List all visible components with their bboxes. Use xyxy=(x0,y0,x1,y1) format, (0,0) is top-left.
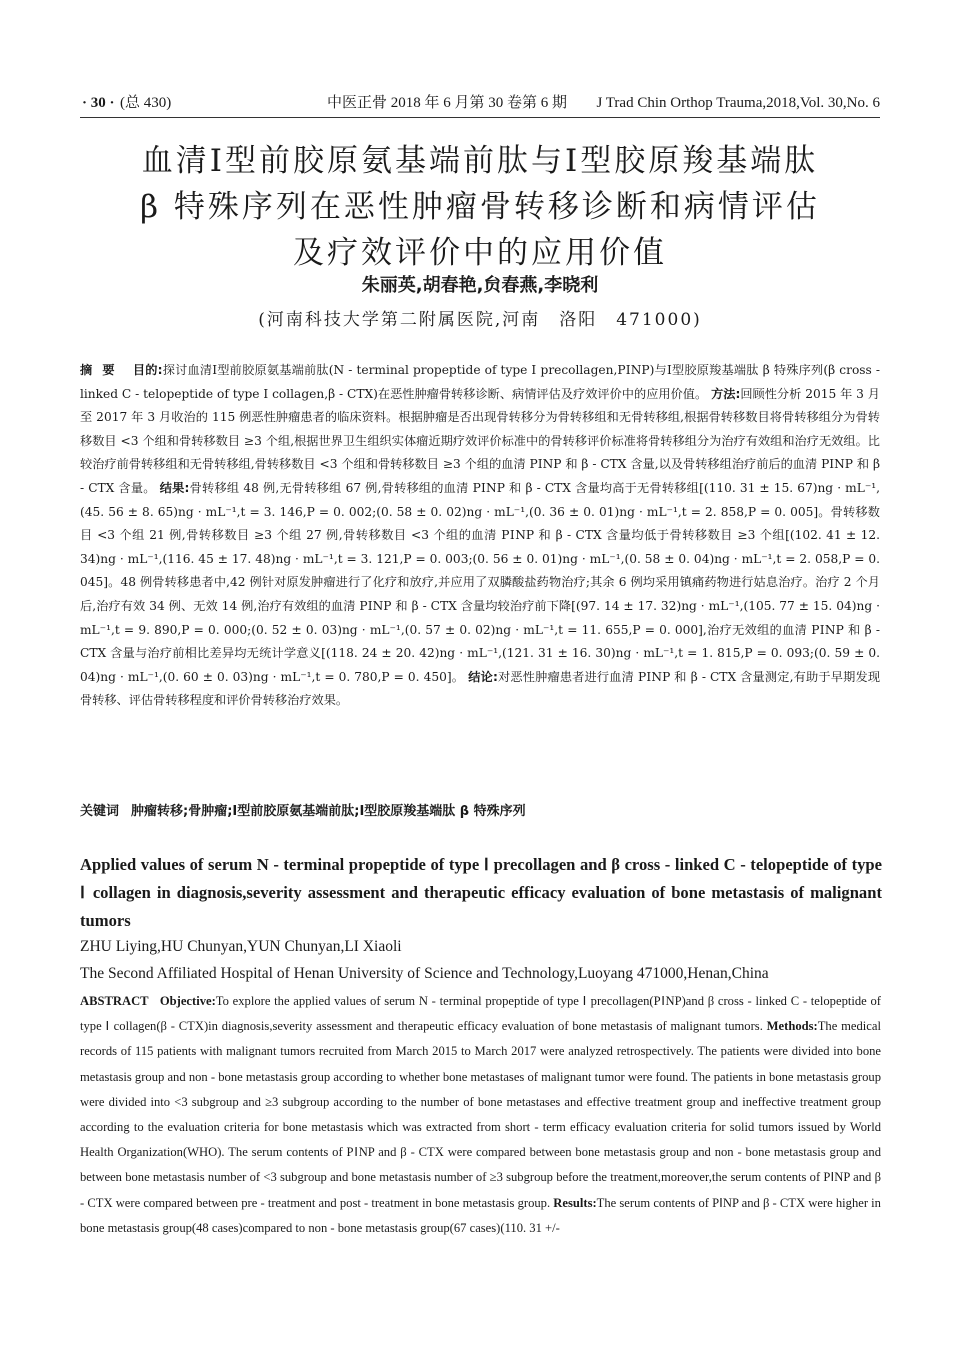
english-affiliation: The Second Affiliated Hospital of Henan University of Science and Technology,Luoyang 471000,Henan,China xyxy=(80,965,769,982)
total-page-number: (总 430) xyxy=(120,95,172,111)
conclusion-text: 对恶性肿瘤患者进行血清 PⅠNP 和 β - CTX 含量测定,有助于早期发现骨转移、评估骨转移程度和评价骨转移治疗效果。 xyxy=(80,669,881,708)
conclusion-label: 结论: xyxy=(468,669,498,684)
running-head xyxy=(80,92,880,114)
title-line: 及疗效评价中的应用价值 xyxy=(293,235,667,271)
author-list: 朱丽英,胡春艳,贠春燕,李晓利 xyxy=(361,275,599,296)
title-line: β 特殊序列在恶性肿瘤骨转移诊断和病情评估 xyxy=(140,189,820,225)
objective-en-label: Objective: xyxy=(159,994,216,1008)
objective-label: 目的: xyxy=(132,363,163,377)
methods-text: 回顾性分析 2015 年 3 月至 2017 年 3 月收治的 115 例恶性肿瘤患者的临床资料。根据肿瘤是否出现骨转移分为骨转移组和无骨转移组,根据骨转移数目将骨转移组分为骨转移数目 <3 个组和骨转移数目 ≥3 个组,根据世界卫生组织实体瘤近期疗效评价标准中的骨转移评价标准将骨转移组分为治疗有效组和治疗无效组。比较治疗前骨转移组和无骨转移组,骨转移数目 <3 个组和骨转移数目 ≥3 个组的血清 PⅠNP 和 β - CTX 含量,以及骨转移组治疗前后的血清 PⅠNP 和 β - CTX 含量。 xyxy=(80,386,880,495)
results-en-text: The serum contents of PⅠNP and β - CTX were higher in bone metastasis group(48 cases)compared to non - bone metastasis group(67 cases)(110. 31 +/- xyxy=(80,1195,881,1235)
title-line: 血清Ⅰ型前胶原氨基端前肽与Ⅰ型胶原羧基端肽 xyxy=(141,143,819,179)
english-title: Applied values of serum N - terminal propeptide of type Ⅰ precollagen and β cross - linked C - telopeptide of type Ⅰ collagen in diagnosis,severity assessment and therapeutic efficacy evaluation of bone metastasis of malignant tumors xyxy=(80,855,882,930)
methods-en-text: The medical records of 115 patients with malignant tumors recruited from March 2015 to March 2017 were analyzed retrospectively. The patients were divided into bone metastasis group and non - bone metastasis group according to whether bone metastases of malignant tumor were found. The patients in bone metastasis group were divided into <3 subgroup and ≥3 subgroup according to the number of bone metastases and effective treatment group and ineffective treatment group according to the evaluation criteria for bone metastasis which was extracted from short - term efficacy evaluation criteria for solid tumors issued by World Health Organization(WHO). The serum contents of PⅠNP and β - CTX were compared between bone metastasis group and non - bone metastasis group and between bone metastasis number of <3 subgroup and bone metastasis number of ≥3 subgroup before the treatment,moreover,the serum contents of PⅠNP and β - CTX were compared between pre - treatment and post - treatment in bone metastasis group. xyxy=(80,1019,881,1210)
english-authors: ZHU Liying,HU Chunyan,YUN Chunyan,LI Xiaoli xyxy=(80,938,402,955)
objective-text: 探讨血清Ⅰ型前胶原氨基端前肽(N - terminal propeptide of type Ⅰ precollagen,PⅠNP)与Ⅰ型胶原羧基端肽 β 特殊序列(β cross - linked C - telopeptide of type Ⅰ collagen,β - CTX)在恶性肿瘤骨转移诊断、病情评估及疗效评价中的应用价值。 xyxy=(80,363,881,401)
journal-citation-cn: 中医正骨 2018 年 6 月第 30 卷第 6 期 xyxy=(327,95,568,111)
abstract-en-label: ABSTRACT xyxy=(80,994,149,1008)
affiliation: (河南科技大学第二附属医院,河南 洛阳 471000) xyxy=(258,310,702,330)
methods-en-label: Methods: xyxy=(766,1019,818,1034)
journal-citation-en: J Trad Chin Orthop Trauma,2018,Vol. 30,No. 6 xyxy=(596,95,880,111)
abstract-cn xyxy=(80,359,880,713)
article-title xyxy=(80,138,880,276)
objective-en-text: To explore the applied values of serum N - terminal propeptide of type Ⅰ precollagen(PⅠNP)and β cross - linked C - telopeptide of type Ⅰ collagen(β - CTX)in diagnosis,severity assessment and therapeutic efficacy evaluation of bone metastasis of malignant tumors. xyxy=(80,994,881,1034)
page-number: · 30 · xyxy=(82,95,115,111)
results-en-label: Results: xyxy=(553,1195,597,1210)
header-rule xyxy=(80,117,880,118)
keywords-cn xyxy=(80,800,880,824)
keywords-text: 肿瘤转移;骨肿瘤;Ⅰ型前胶原氨基端前肽;Ⅰ型胶原羧基端肽 β 特殊序列 xyxy=(131,804,526,819)
results-label: 结果: xyxy=(159,480,190,495)
abstract-en xyxy=(80,989,881,1241)
keywords-label: 关键词 xyxy=(80,804,120,819)
results-text: 骨转移组 48 例,无骨转移组 67 例,骨转移组的血清 PⅠNP 和 β - CTX 含量均高于无骨转移组[(110. 31 ± 15. 67)ng · mL⁻¹,(45. 56 ± 8. 65)ng · mL⁻¹,t = 3. 146,P = 0. 002;(0. 58 ± 0. 02)ng · mL⁻¹,(0. 36 ± 0. 01)ng · mL⁻¹,t = 2. 858,P = 0. 005]。骨转移数目 <3 个组 21 例,骨转移数目 ≥3 个组 27 例,骨转移数目 <3 个组的血清 PⅠNP 和 β - CTX 含量均低于骨转移数目 ≥3 个组[(102. 41 ± 12. 34)ng · mL⁻¹,(116. 45 ± 17. 48)ng · mL⁻¹,t = 3. 121,P = 0. 003;(0. 56 ± 0. 01)ng · mL⁻¹,(0. 58 ± 0. 04)ng · mL⁻¹,t = 2. 058,P = 0. 045]。48 例骨转移患者中,42 例针对原发肿瘤进行了化疗和放疗,并应用了双膦酸盐药物治疗;其余 6 例均采用镇痛药物进行姑息治疗。治疗 2 个月后,治疗有效 34 例、无效 14 例,治疗有效组的血清 PⅠNP 和 β - CTX 含量均较治疗前下降[(97. 14 ± 17. 32)ng · mL⁻¹,(105. 77 ± 15. 04)ng · mL⁻¹,t = 9. 890,P = 0. 000;(0. 52 ± 0. 03)ng · mL⁻¹,(0. 57 ± 0. 02)ng · mL⁻¹,t = 11. 655,P = 0. 000],治疗无效组的血清 PⅠNP 和 β - CTX 含量与治疗前相比差异均无统计学意义[(118. 24 ± 20. 42)ng · mL⁻¹,(121. 31 ± 16. 30)ng · mL⁻¹,t = 1. 815,P = 0. 093;(0. 59 ± 0. 04)ng · mL⁻¹,(0. 60 ± 0. 03)ng · mL⁻¹,t = 0. 780,P = 0. 450]。 xyxy=(80,480,881,684)
abstract-label: 摘要 xyxy=(80,363,125,377)
methods-label: 方法: xyxy=(711,386,741,401)
